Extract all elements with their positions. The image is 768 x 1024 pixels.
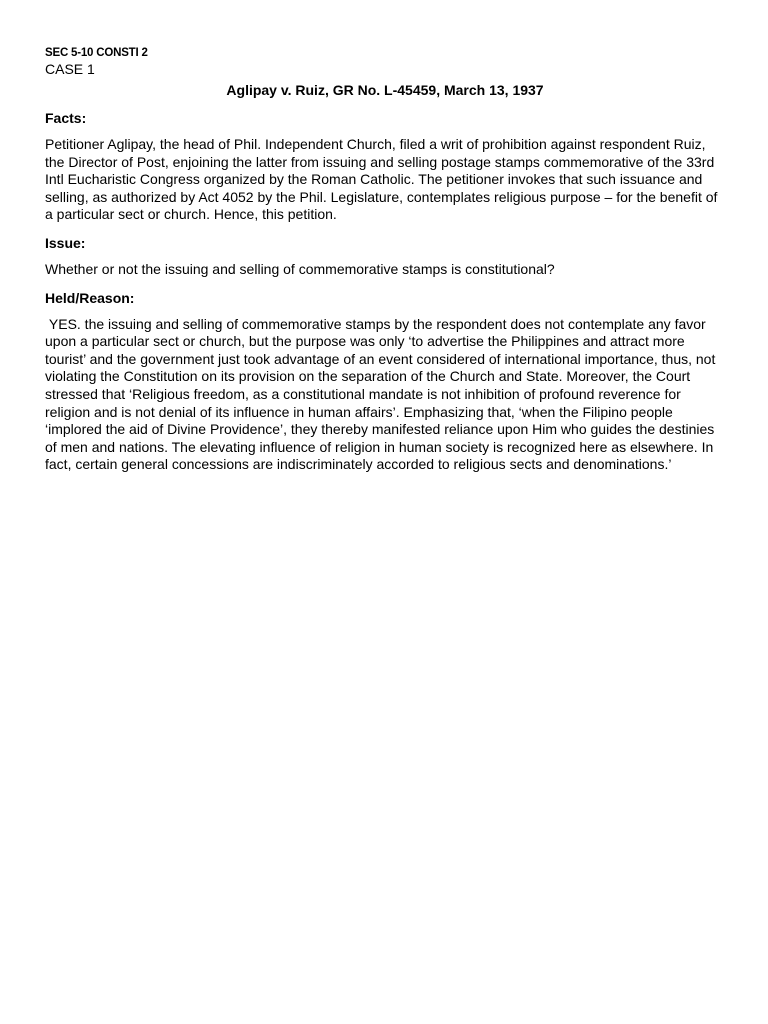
held-reason-paragraph: YES. the issuing and selling of commemorative stamps by the respondent does not contemplate any favor upon a particular sect or church, but the purpose was only ‘to advertise the Philippines and attract more tourist’ and the government just took advantage of an event considered of international importance, thus, not violating the Constitution on its provision on the separation of the Church and State. Moreover, the Court stressed that ‘Religious freedom, as a constitutional mandate is not inhibition of profound reverence for religion and is not denial of its influence in human affairs’. Emphasizing that, ‘when the Filipino people ‘implored the aid of Divine Providence’, they thereby manifested reliance upon Him who guides the destinies of men and nations. The elevating influence of religion in human society is recognized here as elsewhere. In fact, certain general concessions are indiscriminately accorded to religious sects and denominations.’	[45, 315, 720, 473]
document-header-code: SEC 5-10 CONSTI 2	[45, 47, 148, 59]
case-title: Aglipay v. Ruiz, GR No. L-45459, March 13, 1937	[226, 82, 544, 98]
issue-heading: Issue:	[45, 234, 86, 251]
held-reason-heading: Held/Reason:	[45, 289, 135, 306]
facts-heading: Facts:	[45, 110, 87, 126]
issue-paragraph: Whether or not the issuing and selling of commemorative stamps is constitutional?	[45, 260, 555, 277]
case-label: CASE 1	[45, 61, 95, 77]
facts-paragraph: Petitioner Aglipay, the head of Phil. Independent Church, filed a writ of prohibition against respondent Ruiz, the Director of Post, enjoining the latter from issuing and selling postage stamps commemorative of the 33rd Intl Eucharistic Congress organized by the Roman Catholic. The petitioner invokes that such issuance and selling, as authorized by Act 4052 by the Phil. Legislature, contemplates religious purpose – for the benefit of a particular sect or church. Hence, this petition.	[45, 136, 718, 223]
document-page	[45, 45, 725, 474]
